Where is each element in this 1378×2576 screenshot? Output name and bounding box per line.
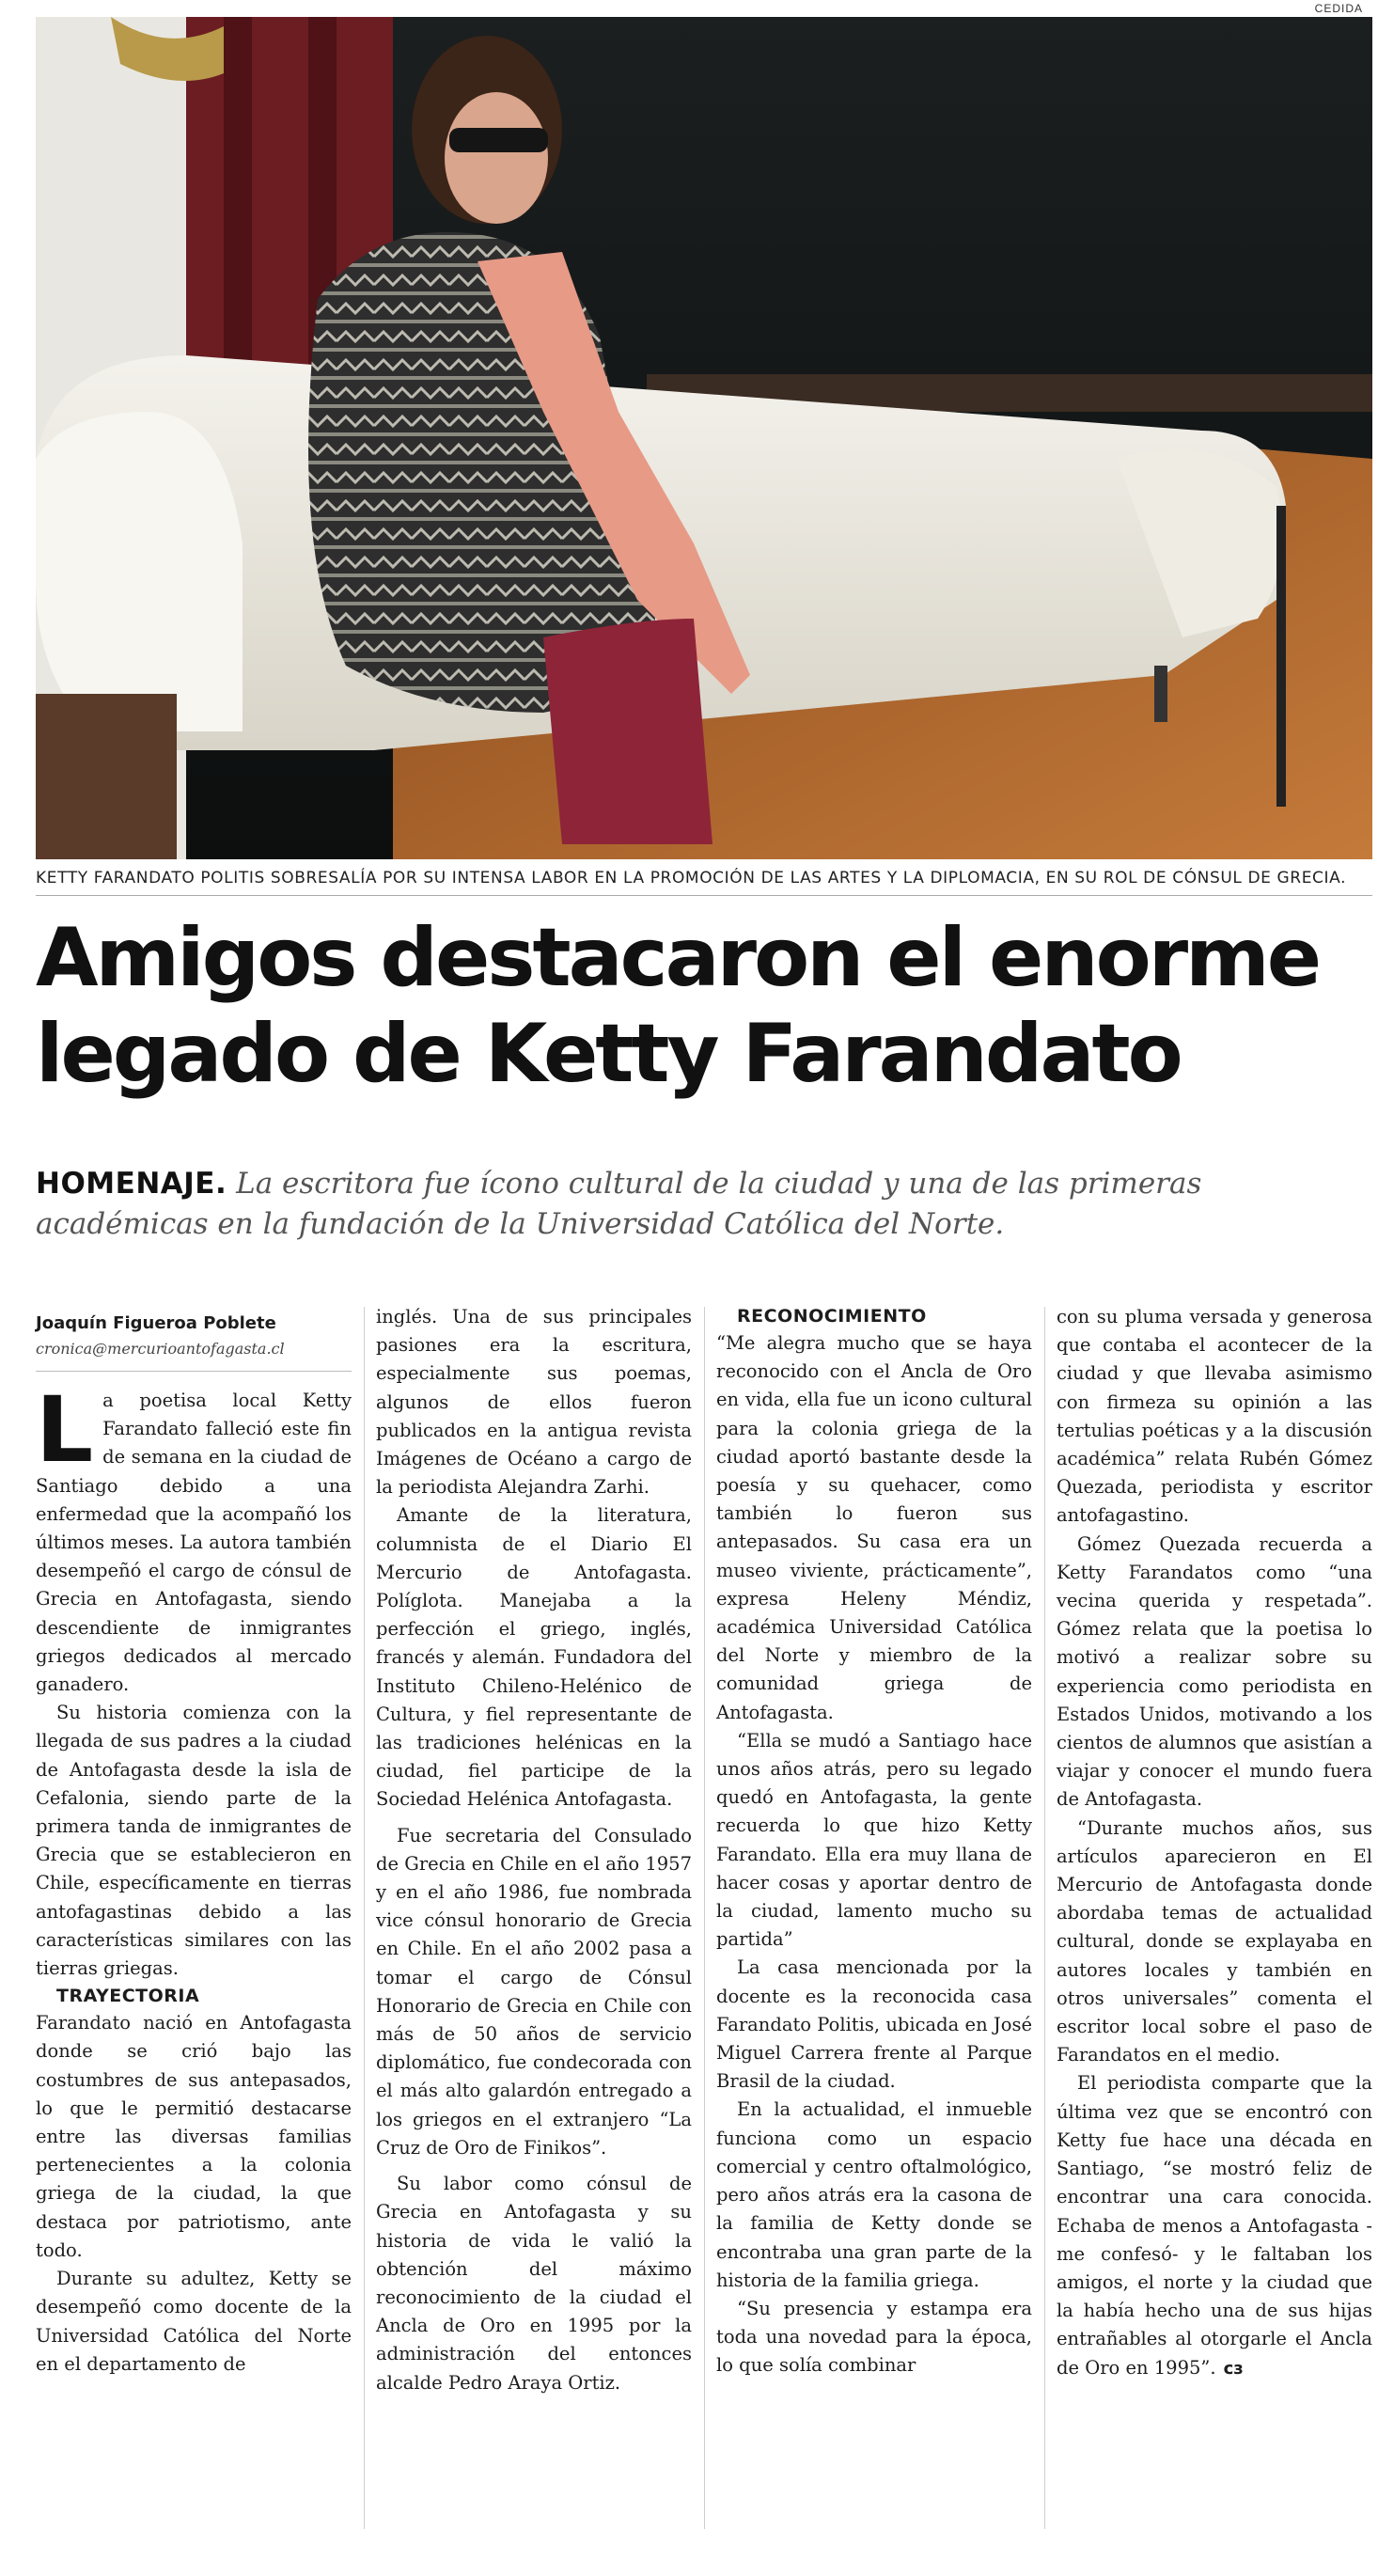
paragraph: “Ella se mudó a Santiago hace unos años atrás, pero su legado quedó en Antofagasta, la gente recuerda lo que hizo Ketty Farandato. Ella era muy llana de hacer cosas y aportar dentro de la ciudad, lamento mucho su partida” [716, 1729, 1032, 1951]
article-body [36, 1303, 1372, 2563]
section-heading-trayectoria: TRAYECTORIA [56, 1986, 200, 2007]
headline [36, 910, 1372, 1102]
byline-author: Joaquín Figueroa Poblete [36, 1313, 276, 1333]
column-2 [376, 1303, 692, 2397]
paragraph: con su pluma versada y generosa que contaba el acontecer de la ciudad y que llevaba asimismo con firmeza su opinión a las tertulias poéticas y a la discusión académica” relata Rubén Gómez Quezada, periodista y escritor antofagastino. [1057, 1306, 1372, 1527]
byline-divider [36, 1371, 352, 1372]
paragraph: Fue secretaria del Consulado de Grecia en Chile en el año 1957 y en el año 1986, fue nombrada vice cónsul honorario de Grecia en Chile. En el año 2002 pasa a tomar el cargo de Cónsul Honorario de Grecia en Chile con más de 50 años de servicio diplomático, fue condecorada con el más alto galardón entregado a los griegos en el extranjero “La Cruz de Oro de Finikos”. [376, 1824, 692, 2159]
paragraph: Gómez Quezada recuerda a Ketty Farandatos como “una vecina querida y respetada”. Gómez relata que la poetisa lo motivó a realizar sobre su experiencia como periodista en Estados Unidos, motivando a los cientos de alumnos que asistían a viajar y conocer el mundo fuera de Antofagasta. [1057, 1532, 1372, 1811]
section-heading-reconocimiento: RECONOCIMIENTO [737, 1306, 927, 1327]
column-4 [1057, 1303, 1372, 2383]
column-divider [364, 1307, 365, 2529]
paragraph: Durante su adultez, Ketty se desempeñó como docente de la Universidad Católica del Norte en el departamento de [36, 2268, 352, 2375]
headline-line-1: Amigos destacaron el enorme [36, 911, 1320, 1005]
photo-caption: KETTY FARANDATO POLITIS SOBRESALÍA POR SU INTENSA LABOR EN LA PROMOCIÓN DE LAS ARTES Y LA DIPLOMACIA, EN SU ROL DE CÓNSUL DE GRECIA. [36, 869, 1347, 887]
column-1 [36, 1303, 352, 2379]
paragraph: La casa mencionada por la docente es la reconocida casa Farandato Politis, ubicada en José Miguel Carrera frente al Parque Brasil de la ciudad. [716, 1956, 1032, 2093]
paragraph: Su historia comienza con la llegada de sus padres a la ciudad de Antofagasta desde la isla de Cefalonia, siendo parte de la primera tanda de inmigrantes de Grecia que se establecieron en Chile, específicamente en tierras antofagastinas debido a las características similares con las tierras griegas. [36, 1702, 352, 1980]
paragraph: La poetisa local Ketty Farandato falleció este fin de semana en la ciudad de Santiago debido a una enfermedad que la acompañó los últimos meses. La autora también desempeñó el cargo de cónsul de Grecia en Antofagasta, siendo descendiente de inmigrantes griegos dedicados al mercado ganadero. [36, 1377, 352, 1696]
article-photo [36, 17, 1372, 859]
column-divider [704, 1307, 705, 2529]
column-3 [716, 1303, 1032, 2380]
headline-line-2: legado de Ketty Farandato [36, 1007, 1181, 1101]
photo-woman-on-sofa [36, 17, 1372, 859]
paragraph: El periodista comparte que la última vez que se encontró con Ketty fue hace una década en Santiago, “se mostró feliz de encontrar una cara conocida. Echaba de menos a Antofagasta -me confesó- y le faltaban los amigos, el norte y la ciudad que la había hecho una de sus hijas entrañables al otorgarle el Ancla de Oro en 1995”. cз [1057, 2072, 1372, 2379]
paragraph: Amante de la literatura, columnista de el Diario El Mercurio de Antofagasta. Políglota. Manejaba a la perfección el griego, inglés, francés y alemán. Fundadora del Instituto Chileno-Helénico de Cultura, y fiel representante de las tradiciones helénicas en la ciudad, fiel participe de la Sociedad Helénica Antofagasta. [376, 1504, 692, 1811]
paragraph: Farandato nació en Antofagasta donde se crió bajo las costumbres de sus antepasados, lo que le permitió destacarse entre las diversas familias pertenecientes a la colonia griega de la ciudad, la que destaca por patriotismo, ante todo. [36, 2012, 352, 2261]
deck-kicker: HOMENAJE. [36, 1167, 227, 1201]
paragraph: “Su presencia y estampa era toda una novedad para la época, lo que solía combinar [716, 2297, 1032, 2377]
drop-cap: L [36, 1377, 94, 1483]
paragraph: inglés. Una de sus principales pasiones era la escritura, especialmente sus poemas, algunos de ellos fueron publicados en la antigua revista Imágenes de Océano a cargo de la periodista Alejandra Zarhi. [376, 1306, 692, 1499]
column-divider [1044, 1307, 1045, 2529]
paragraph: En la actualidad, el inmueble funciona como un espacio comercial y centro oftalmológico, pero años atrás era la casona de la familia de Ketty donde se encontraba una gran parte de la historia de la familia griega. [716, 2098, 1032, 2291]
end-mark-icon: cз [1223, 2358, 1244, 2379]
paragraph: “Durante muchos años, sus artículos aparecieron en El Mercurio de Antofagasta donde abordaba temas de actualidad cultural, donde se explayaba en autores locales y también en otros universales” comenta el escritor local sobre el paso de Farandatos en el medio. [1057, 1816, 1372, 2066]
deck [36, 1164, 1372, 1245]
byline-email[interactable]: cronica@mercurioantofagasta.cl [36, 1340, 285, 1358]
deck-text: La escritora fue ícono cultural de la ciudad y una de las primeras académicas en la fundación de la Universidad Católica del Norte. [36, 1167, 1202, 1241]
photo-credit: CEDIDA [1314, 2, 1363, 15]
paragraph: “Me alegra mucho que se haya reconocido con el Ancla de Oro en vida, ella fue un icono cultural para la colonia griega de la ciudad aportó bastante desde la poesía y su quehacer, como también lo fueron sus antepasados. Su casa era un museo viviente, prácticamente”, expresa Heleny Méndiz, académica Universidad Católica del Norte y miembro de la comunidad griega de Antofagasta. [716, 1332, 1032, 1723]
caption-divider [36, 895, 1372, 896]
paragraph: Su labor como cónsul de Grecia en Antofagasta y su historia de vida le valió la obtención del máximo reconocimiento de la ciudad el Ancla de Oro en 1995 por la administración del entonces alcalde Pedro Araya Ortiz. [376, 2173, 692, 2394]
